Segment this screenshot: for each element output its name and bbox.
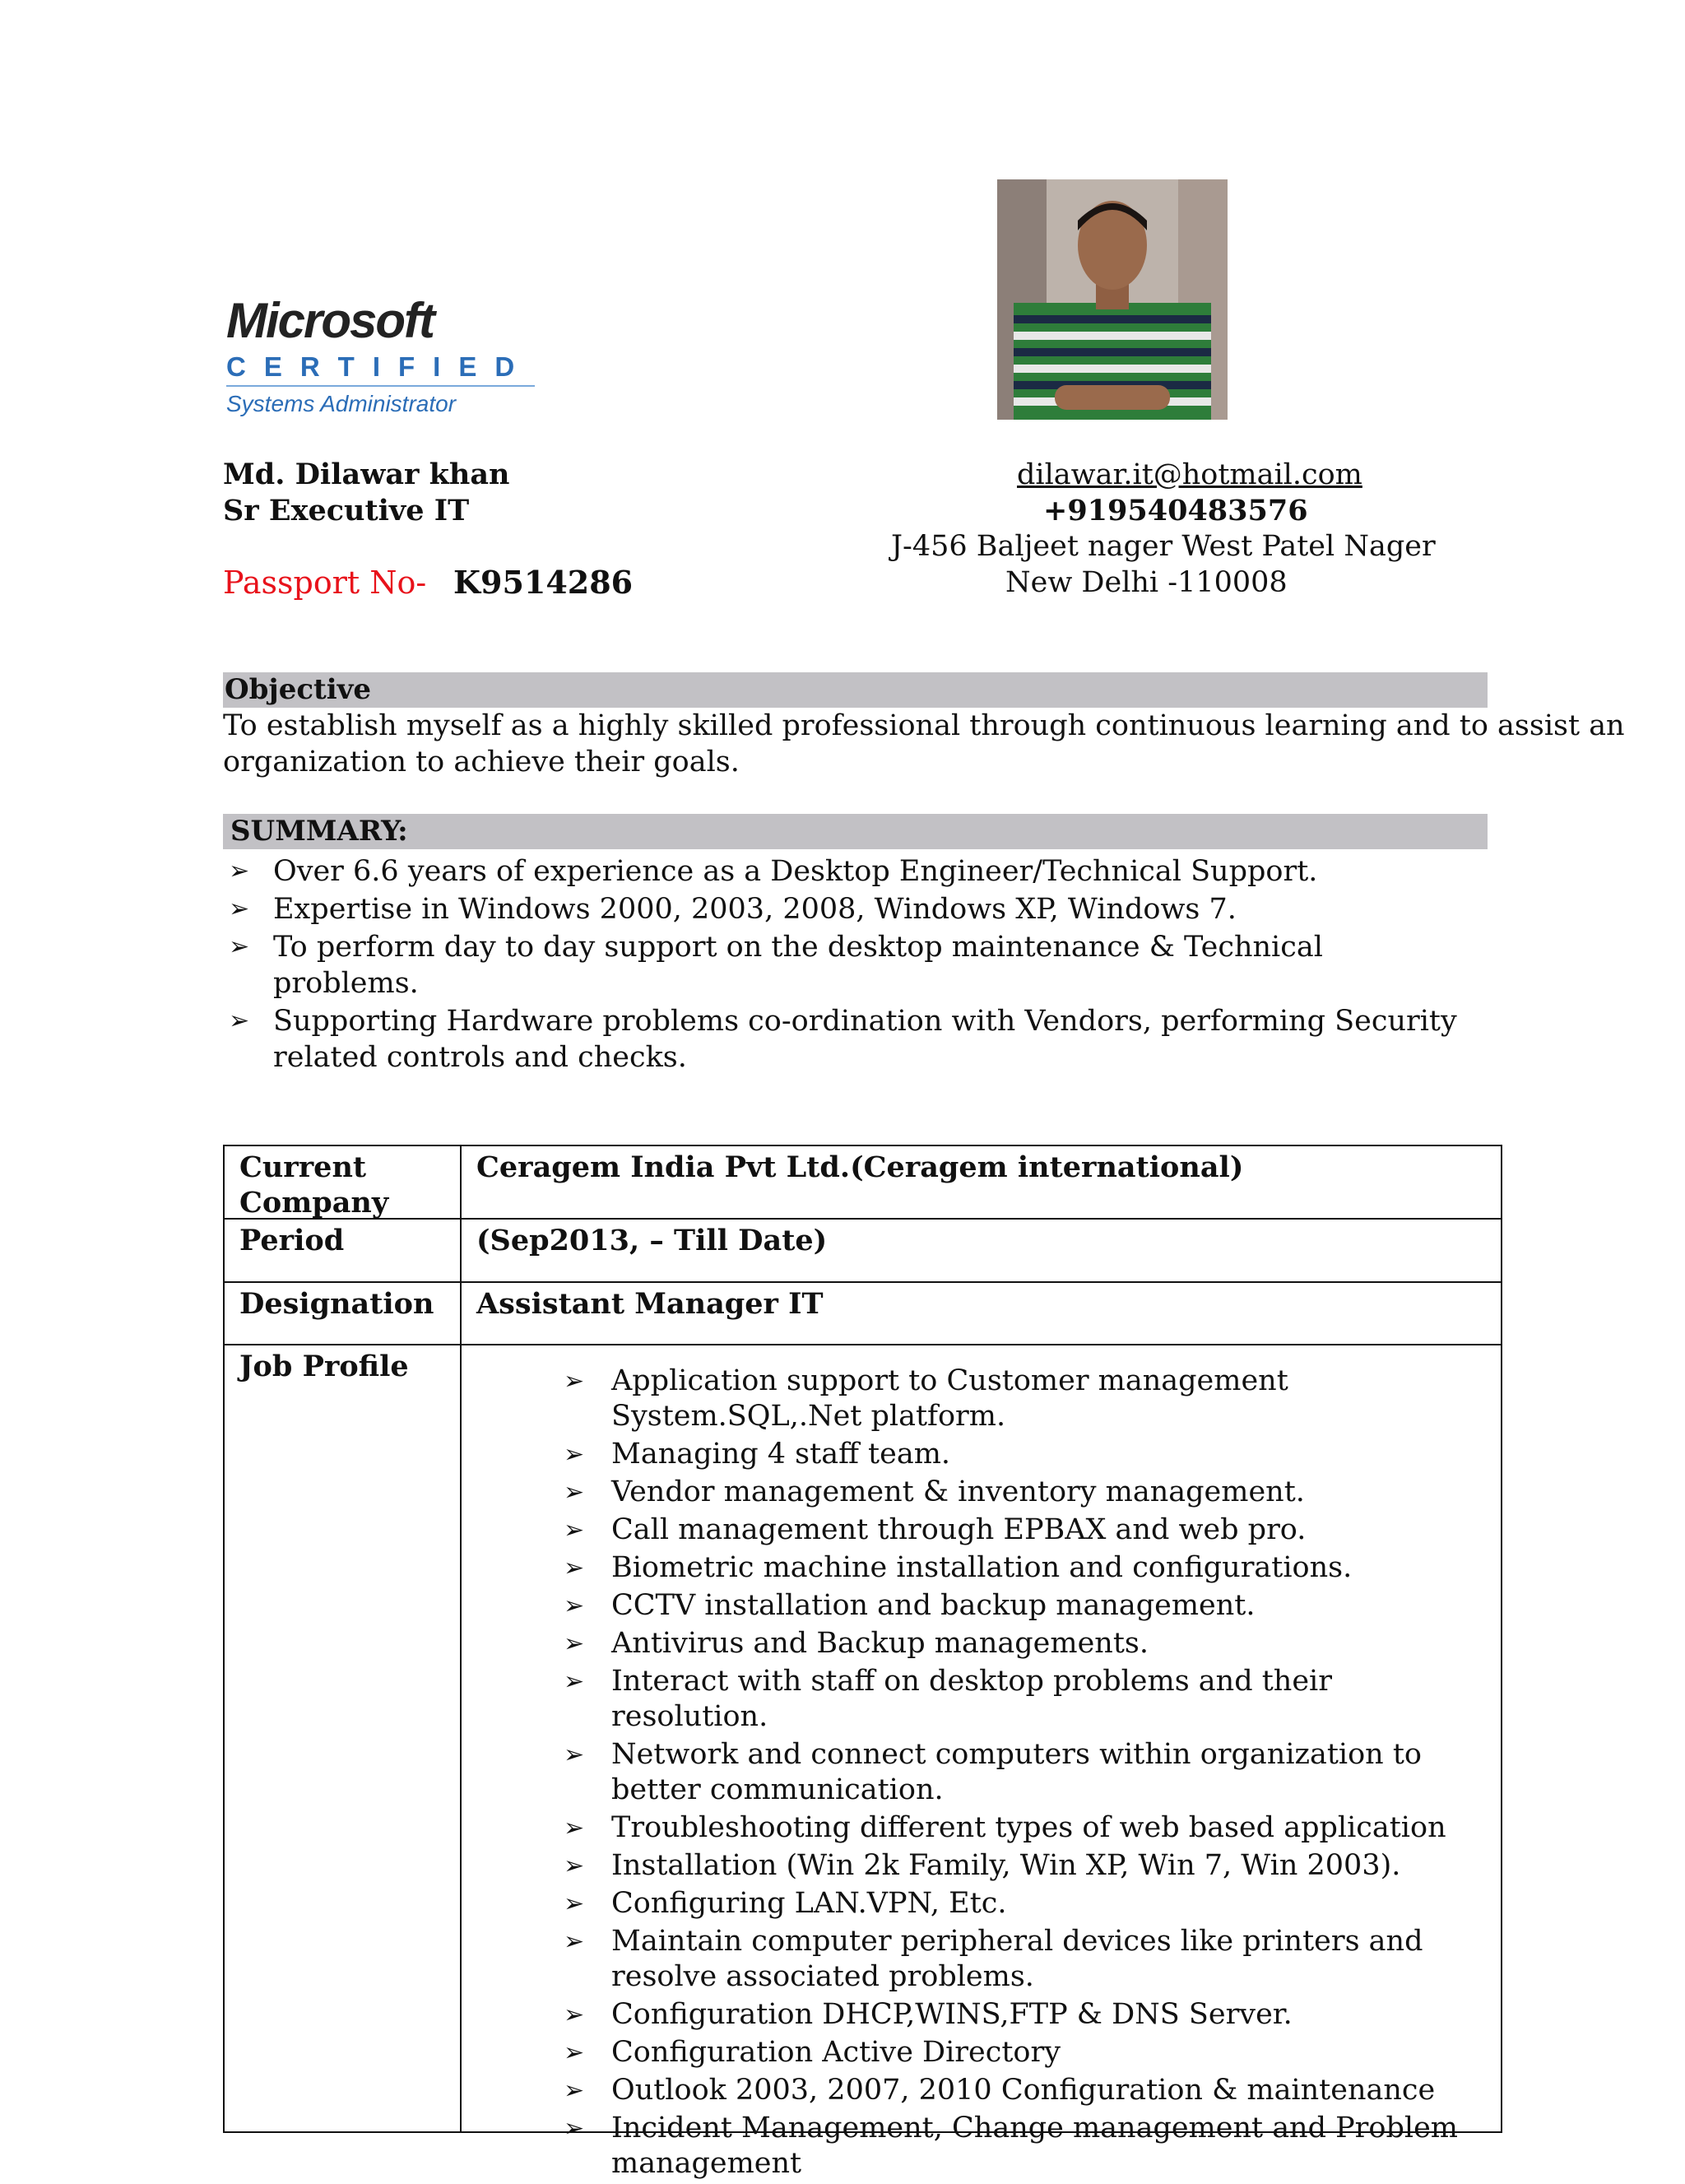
passport-number: K9514286 [453, 564, 634, 601]
arrow-bullet-icon: ➢ [229, 1006, 250, 1035]
job-item: ➢ Installation (Win 2k Family, Win XP, Win 7, Win 2003). [564, 1849, 1401, 1882]
arrow-bullet-icon: ➢ [564, 1889, 585, 1918]
email-link[interactable]: dilawar.it@hotmail.com [1017, 458, 1362, 491]
summary-heading-bar [223, 814, 1488, 849]
job-item: ➢ Antivirus and Backup managements. [564, 1627, 1149, 1660]
logo-brand: Microsoft [226, 293, 434, 348]
address-line-2: New Delhi -110008 [1005, 566, 1288, 599]
arrow-bullet-icon: ➢ [564, 1740, 585, 1769]
table-row-job-profile [225, 1345, 1501, 2180]
job-item: ➢ Call management through EPBAX and web pro. [564, 1513, 1307, 1546]
job-item: ➢ Outlook 2003, 2007, 2010 Configuration & maintenance [564, 2074, 1436, 2107]
objective-text-line-2: organization to achieve their goals. [223, 746, 740, 778]
objective-heading-bar [223, 672, 1488, 708]
job-item: ➢ Configuration Active Directory [564, 2036, 1061, 2069]
summary-item: ➢ To perform day to day support on the desktop maintenance & Technical problems. [229, 931, 1323, 1000]
arrow-bullet-icon: ➢ [564, 1852, 585, 1880]
arrow-bullet-icon: ➢ [564, 2038, 585, 2067]
job-item: ➢ Maintain computer peripheral devices like printers and resolve associated problems. [564, 1925, 1423, 1993]
candidate-title: Sr Executive IT [223, 494, 470, 527]
arrow-bullet-icon: ➢ [564, 1440, 585, 1469]
job-item: ➢ Network and connect computers within organization to better communication. [564, 1738, 1422, 1806]
job-item: ➢ Incident Management, Change management and Problem management [564, 2112, 1458, 2180]
arrow-bullet-icon: ➢ [564, 1927, 585, 1956]
job-profile-list [564, 1364, 1483, 2184]
arrow-bullet-icon: ➢ [229, 857, 250, 885]
microsoft-certified-logo [226, 295, 547, 426]
experience-table [223, 1145, 1502, 2180]
arrow-bullet-icon: ➢ [564, 1478, 585, 1507]
table-row-company [225, 1146, 1501, 1220]
arrow-bullet-icon: ➢ [229, 932, 250, 961]
arrow-bullet-icon: ➢ [564, 2000, 585, 2029]
designation-value: Assistant Manager IT [476, 1287, 824, 1321]
period-label: Period [239, 1224, 345, 1257]
phone-number: +919540483576 [1043, 494, 1308, 527]
job-item: ➢ CCTV installation and backup management. [564, 1589, 1256, 1622]
period-value: (Sep2013, – Till Date) [476, 1224, 828, 1257]
job-item: ➢ Managing 4 staff team. [564, 1438, 951, 1471]
company-label: Current Company [239, 1150, 389, 1220]
arrow-bullet-icon: ➢ [564, 1667, 585, 1696]
summary-heading: SUMMARY: [230, 815, 408, 848]
arrow-bullet-icon: ➢ [564, 1516, 585, 1545]
objective-text-line-1: To establish myself as a highly skilled professional through continuous learning and to assist an [223, 709, 1625, 742]
job-item: ➢ Configuration DHCP,WINS,FTP & DNS Server. [564, 1998, 1293, 2031]
job-profile-label: Job Profile [239, 1350, 409, 1383]
job-item: ➢ Vendor management & inventory management. [564, 1475, 1305, 1508]
job-item: ➢ Interact with staff on desktop problems and their resolution. [564, 1665, 1332, 1733]
profile-photo-image [997, 179, 1228, 420]
job-item: ➢ Troubleshooting different types of web based application [564, 1811, 1446, 1844]
passport-label: Passport No- [223, 565, 427, 601]
job-item: ➢ Application support to Customer management System.SQL,.Net platform. [564, 1364, 1288, 1433]
company-value: Ceragem India Pvt Ltd.(Ceragem international) [476, 1150, 1244, 1184]
summary-item: ➢ Over 6.6 years of experience as a Desktop Engineer/Technical Support. [229, 855, 1318, 888]
profile-photo [997, 179, 1228, 420]
address-line-1: J-456 Baljeet nager West Patel Nager [891, 530, 1436, 563]
arrow-bullet-icon: ➢ [564, 1592, 585, 1620]
summary-item: ➢ Expertise in Windows 2000, 2003, 2008, Windows XP, Windows 7. [229, 893, 1237, 926]
logo-divider [226, 385, 535, 387]
job-item: ➢ Configuring LAN.VPN, Etc. [564, 1887, 1007, 1920]
job-item: ➢ Biometric machine installation and configurations. [564, 1551, 1353, 1584]
designation-label: Designation [239, 1287, 434, 1321]
arrow-bullet-icon: ➢ [564, 1814, 585, 1842]
arrow-bullet-icon: ➢ [564, 1367, 585, 1396]
logo-certified: CERTIFIED [226, 351, 533, 382]
table-row-period [225, 1220, 1501, 1283]
arrow-bullet-icon: ➢ [564, 2114, 585, 2143]
summary-list [229, 853, 1466, 1077]
arrow-bullet-icon: ➢ [564, 1629, 585, 1658]
logo-subtitle: Systems Administrator [226, 391, 457, 416]
arrow-bullet-icon: ➢ [229, 895, 250, 923]
arrow-bullet-icon: ➢ [564, 1554, 585, 1582]
summary-item: ➢ Supporting Hardware problems co-ordination with Vendors, performing Security related controls and checks. [229, 1005, 1457, 1074]
objective-heading: Objective [225, 673, 372, 706]
table-row-designation [225, 1283, 1501, 1345]
candidate-name: Md. Dilawar khan [223, 458, 510, 491]
arrow-bullet-icon: ➢ [564, 2076, 585, 2105]
